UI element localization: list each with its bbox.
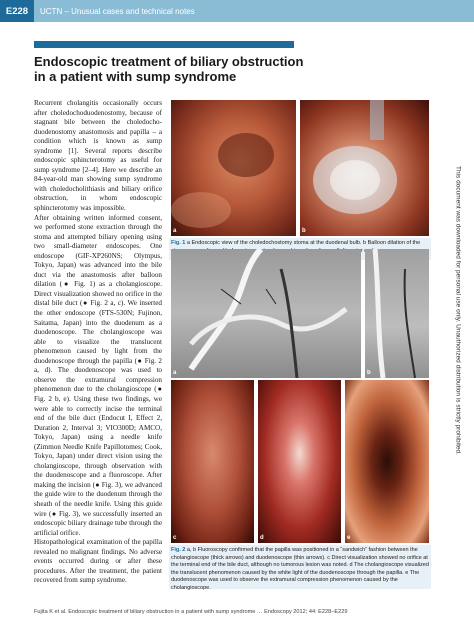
fig1-caption-text: a Endoscopic view of the choledochostomy stoma at the duodenal bulb. b Balloon dilation of the [186, 240, 421, 246]
fig1-caption-label: Fig. 1 [171, 240, 186, 246]
balloon-dilation-image [300, 100, 429, 236]
fig2-panel-e [345, 380, 429, 543]
section-title: UCTN – Unusual cases and technical notes [34, 0, 474, 22]
page-header [0, 0, 474, 22]
download-notice: This document was downloaded for personal use only. Unauthorized distribution is strictly prohibited. [454, 165, 462, 455]
title-rule [34, 41, 294, 48]
fig2-panel-c [171, 380, 254, 543]
fluoroscopy-image [171, 249, 361, 378]
endoscopy-image [171, 100, 296, 236]
article-title [34, 54, 334, 84]
panel-label: c [173, 535, 177, 541]
fig1-panel-b [300, 100, 429, 236]
panel-label: a [173, 228, 177, 234]
fig2-caption-text: a, b Fluoroscopy confirmed that the papilla was positioned in a “sandwich” fashion between the cholangioscope (thick arrows) and duodenoscope (thin arrows). c Direct visualization showed no orifice at the terminal end of the bile duct, although no tumorous lesion was noted. d The cholangioscope visualized the translucent phenomenon caused by the white light of the duodenoscope through the papilla. e The duodenoscope was used to observe the extramural compression phenomenon caused by the cholangioscope. [171, 547, 429, 591]
page-footer: Fujita K et al. Endoscopic treatment of biliary obstruction in a patient with sump syndrome … Endoscopy 2012; 44: E228–E229 [34, 609, 348, 615]
article-title-line1: Endoscopic treatment of biliary obstruction [34, 54, 304, 69]
panel-label: e [347, 535, 351, 541]
page-number-badge: E228 [0, 0, 34, 22]
panel-label: a [173, 370, 177, 376]
panel-label: b [302, 228, 306, 234]
body-paragraph: Recurrent cholangitis occasionally occurs after choledochoduodenostomy, because of stagnant bile between the choledocho-duodenostomy anastomosis and papilla – a condition which is known as sump syndrome [1]. Several reports describe endoscopic sphincterotomy as useful for sump syndrome [2–4]. Here we describe an 84-year-old man showing sump syndrome with choledocholithiasis and biliary orifice obstruction, in whom endoscopic sphincterotomy was impossible. [34, 99, 162, 213]
fig2-panel-d [258, 380, 341, 543]
fig2-panel-b [365, 249, 429, 378]
fig2-caption [171, 547, 429, 593]
body-paragraph: After obtaining written informed consent, we performed stone extraction through the stoma and attempted biliary opening using two small-diameter endoscopes. One endoscope (GIF-XP260NS; Olympus, Tokyo, Japan) was advanced into the bile duct via the anastomosis after balloon dilation (● Fig. 1) as a cholangioscope. Direct visualization showed no orifice in the distal bile duct (● Fig. 2 a, c). We inserted the other endoscope (FTS-530N; Fujinon, Saitama, Japan) into the duodenum as a duodenoscope. The cholangioscope was able to visualize the translucent phenomenon caused by light from the duodenoscope through the papilla (● Fig. 2 a, d). The duodenoscope was used to observe the extramural compression phenomenon due to the cholangioscope (● Fig. 2 b, e). Using these two findings, we were able to correctly incise the terminal end of the bile duct (Endocut I, Effect 2, Duration 2, Interval 3; VIO300D; AMCO, Tokyo, Japan) using a needle knife (Zimmon Needle Knife Papillotomes; Cook, Tokyo, Japan) under direct vision using the cholangioscope, through observation with the duodenoscope and a fluoroscope. After making the incision (● Fig. 3), we advanced the guide wire to the duodenum through the sheath of the needle knife. Using this guide wire (● Fig. 3), we successfully inserted an endoscopic biliary drainage tube through the artificial orifice. [34, 213, 162, 537]
panel-label: b [367, 370, 371, 376]
fig2-caption-label: Fig. 2 [171, 547, 186, 553]
fluoroscopy-image [365, 249, 429, 378]
body-text [34, 99, 162, 586]
fig2-panel-a [171, 249, 361, 378]
panel-label: d [260, 535, 264, 541]
fig1-panel-a [171, 100, 296, 236]
article-title-line2: in a patient with sump syndrome [34, 69, 237, 84]
body-paragraph: Histopathological examination of the papilla revealed no malignant findings. No adverse events occurred during or after these procedures. After the treatment, the patient recovered from sump syndrome. [34, 538, 162, 585]
